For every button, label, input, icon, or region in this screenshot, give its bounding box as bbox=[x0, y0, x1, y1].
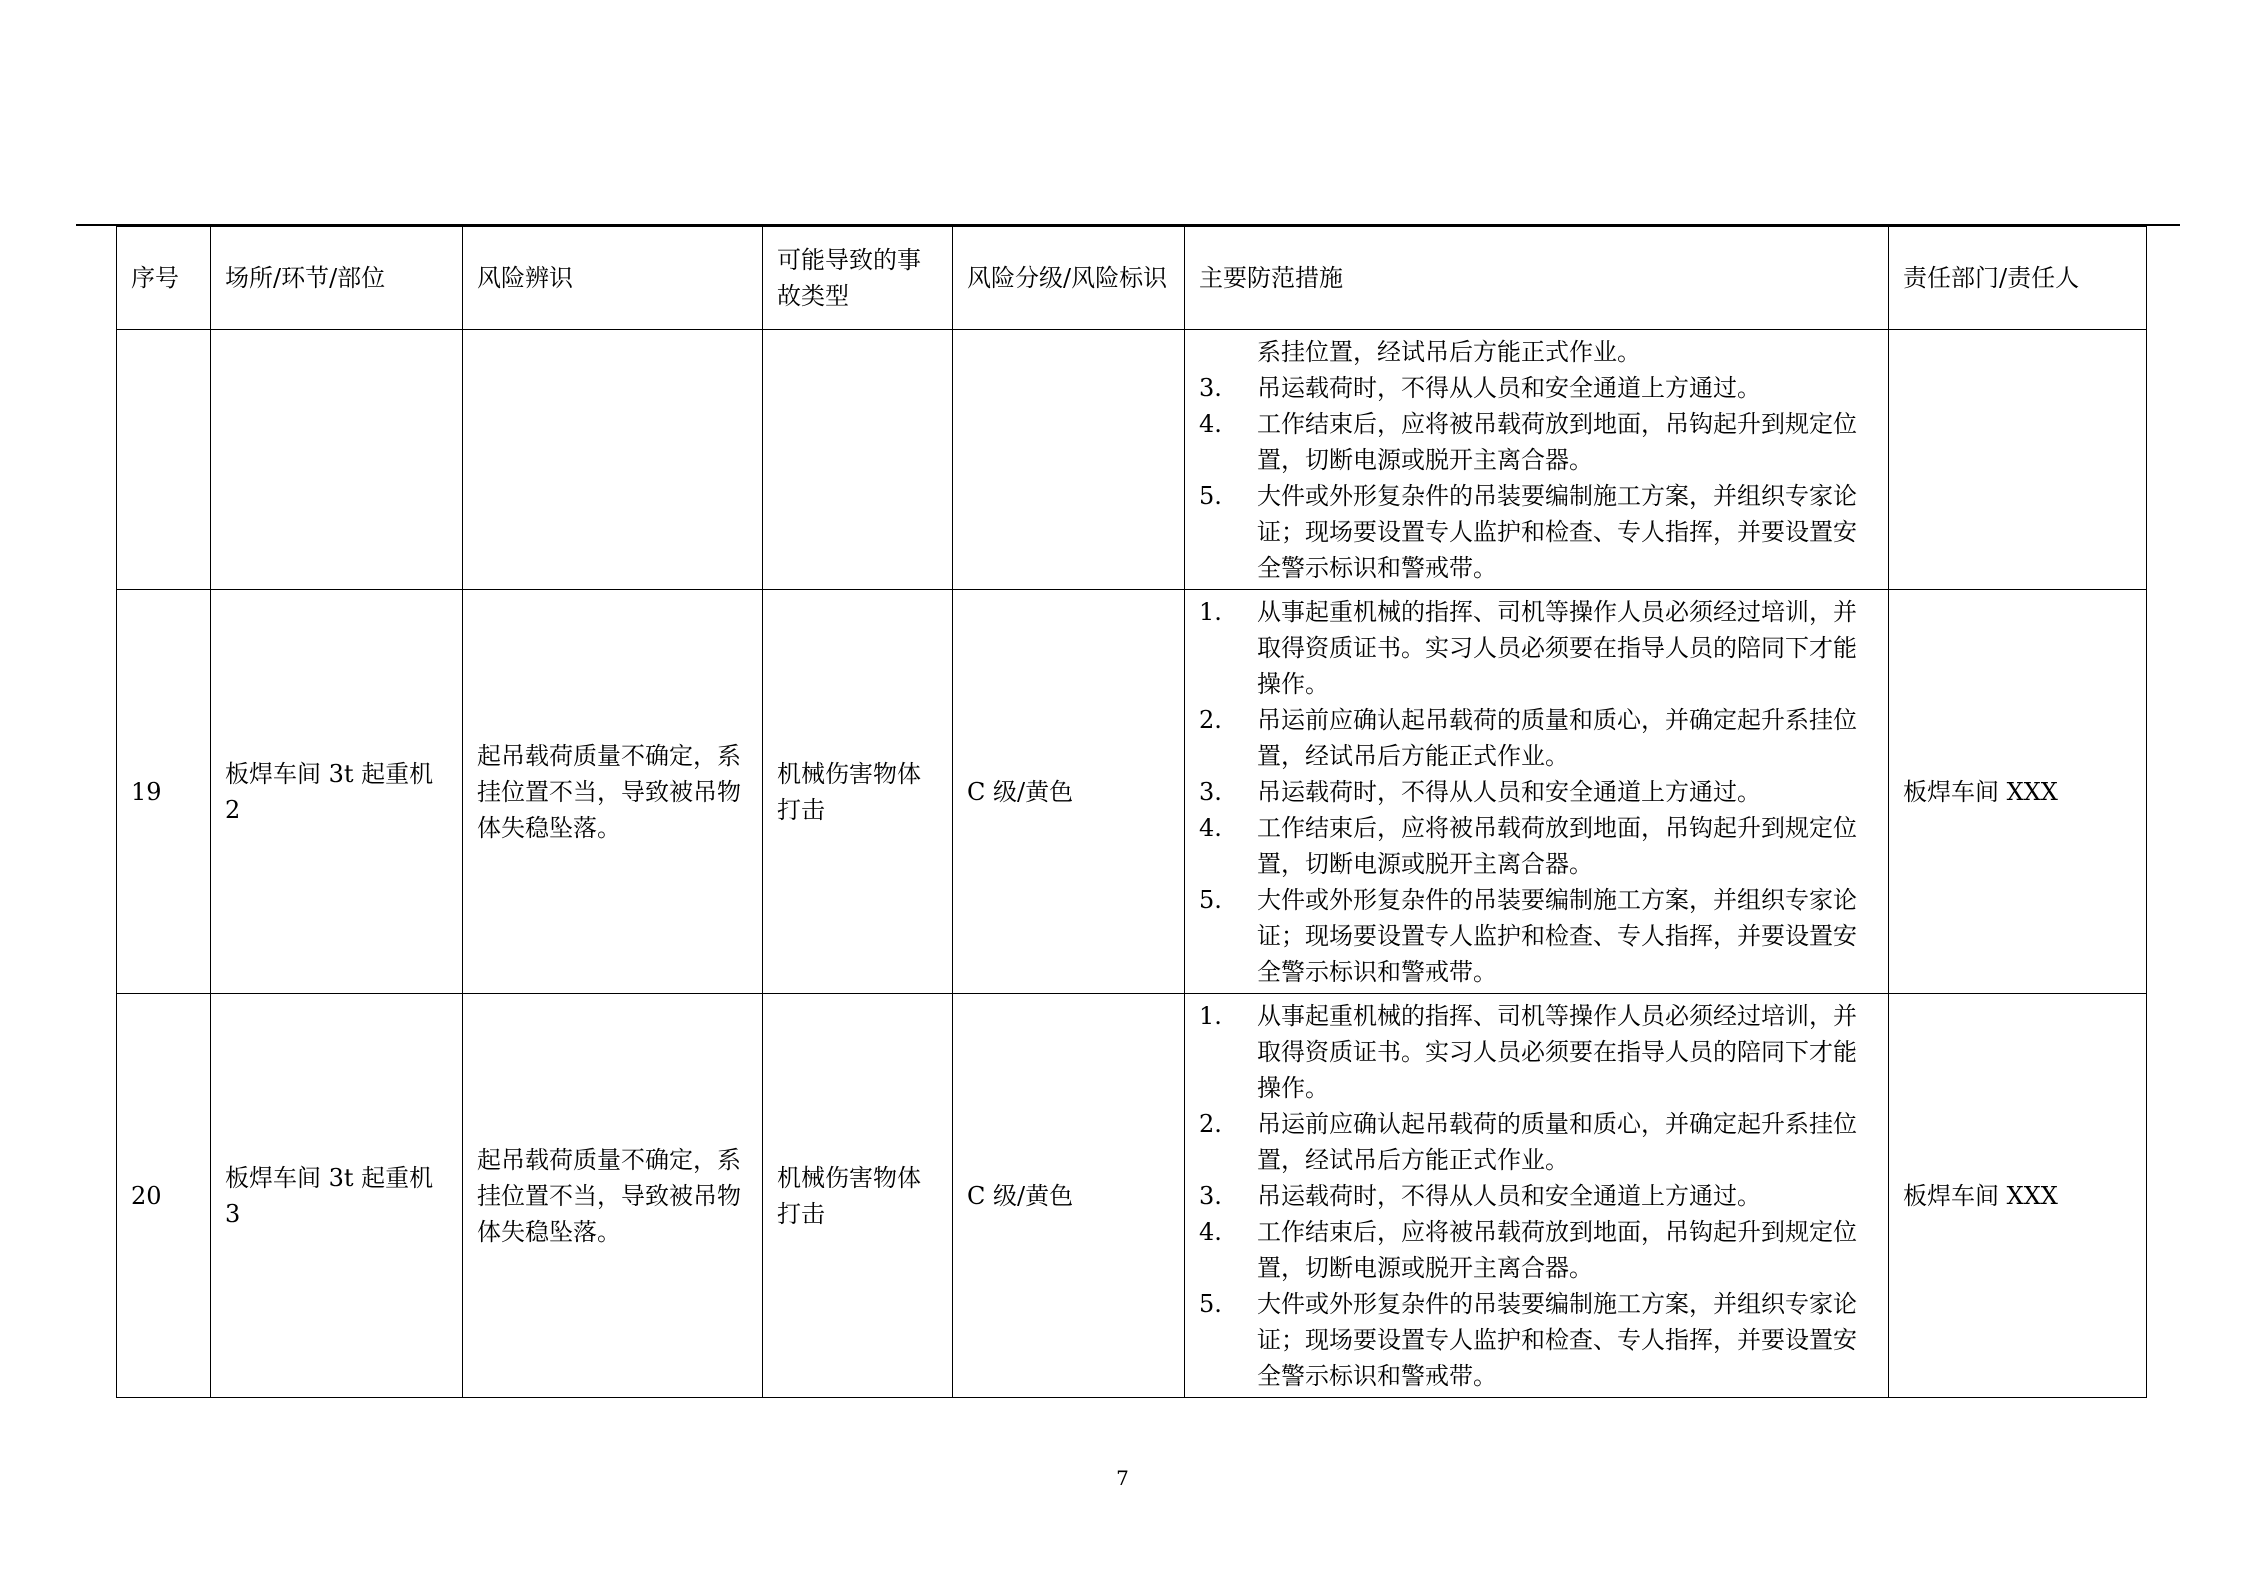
measure-item bbox=[1199, 774, 1874, 810]
measure-number: 3. bbox=[1199, 1181, 1222, 1210]
row-measures bbox=[1185, 590, 1889, 994]
measure-item bbox=[1199, 406, 1874, 478]
measure-number: 5. bbox=[1199, 885, 1222, 914]
header-level: 风险分级/风险标识 bbox=[953, 227, 1185, 330]
measure-text: 从事起重机械的指挥、司机等操作人员必须经过培训，并取得资质证书。实习人员必须要在指导人员的陪同下才能操作。 bbox=[1257, 597, 1857, 698]
measure-text: 大件或外形复杂件的吊装要编制施工方案，并组织专家论证；现场要设置专人监护和检查、专人指挥，并要设置安全警示标识和警戒带。 bbox=[1257, 481, 1857, 582]
measure-text: 吊运载荷时，不得从人员和安全通道上方通过。 bbox=[1257, 777, 1761, 806]
measure-text: 系挂位置，经试吊后方能正式作业。 bbox=[1257, 337, 1641, 366]
measure-number: 2. bbox=[1199, 1109, 1222, 1138]
header-place: 场所/环节/部位 bbox=[211, 227, 463, 330]
row-place bbox=[211, 330, 463, 590]
row-place: 板焊车间 3t 起重机 3 bbox=[211, 994, 463, 1398]
header-owner: 责任部门/责任人 bbox=[1889, 227, 2147, 330]
measure-number: 4. bbox=[1199, 1217, 1222, 1246]
row-owner bbox=[1889, 330, 2147, 590]
header-accident: 可能导致的事故类型 bbox=[763, 227, 953, 330]
table-row bbox=[117, 330, 2147, 590]
measure-number: 3. bbox=[1199, 373, 1222, 402]
header-risk: 风险辨识 bbox=[463, 227, 763, 330]
measure-text: 工作结束后，应将被吊载荷放到地面，吊钩起升到规定位置，切断电源或脱开主离合器。 bbox=[1257, 1217, 1857, 1282]
measure-text: 吊运前应确认起吊载荷的质量和质心，并确定起升系挂位置，经试吊后方能正式作业。 bbox=[1257, 1109, 1857, 1174]
row-no bbox=[117, 330, 211, 590]
measure-number bbox=[1199, 334, 1257, 370]
measure-text: 吊运载荷时，不得从人员和安全通道上方通过。 bbox=[1257, 1181, 1761, 1210]
table-row bbox=[117, 590, 2147, 994]
header-measures: 主要防范措施 bbox=[1185, 227, 1889, 330]
measure-item bbox=[1199, 478, 1874, 586]
row-measures bbox=[1185, 330, 1889, 590]
row-risk bbox=[463, 330, 763, 590]
row-no: 20 bbox=[117, 994, 211, 1398]
measure-item bbox=[1199, 1106, 1874, 1178]
measure-item bbox=[1199, 334, 1874, 370]
measure-text: 工作结束后，应将被吊载荷放到地面，吊钩起升到规定位置，切断电源或脱开主离合器。 bbox=[1257, 813, 1857, 878]
measure-number: 2. bbox=[1199, 705, 1222, 734]
measure-text: 工作结束后，应将被吊载荷放到地面，吊钩起升到规定位置，切断电源或脱开主离合器。 bbox=[1257, 409, 1857, 474]
measure-item bbox=[1199, 1286, 1874, 1394]
measure-number: 5. bbox=[1199, 1289, 1222, 1318]
measure-number: 5. bbox=[1199, 481, 1222, 510]
measure-text: 大件或外形复杂件的吊装要编制施工方案，并组织专家论证；现场要设置专人监护和检查、专人指挥，并要设置安全警示标识和警戒带。 bbox=[1257, 1289, 1857, 1390]
measure-item bbox=[1199, 370, 1874, 406]
measure-number: 4. bbox=[1199, 409, 1222, 438]
row-level bbox=[953, 330, 1185, 590]
measure-text: 大件或外形复杂件的吊装要编制施工方案，并组织专家论证；现场要设置专人监护和检查、专人指挥，并要设置安全警示标识和警戒带。 bbox=[1257, 885, 1857, 986]
measure-item bbox=[1199, 810, 1874, 882]
row-measures bbox=[1185, 994, 1889, 1398]
header-row bbox=[117, 227, 2147, 330]
row-owner: 板焊车间 XXX bbox=[1889, 590, 2147, 994]
measure-item bbox=[1199, 702, 1874, 774]
measure-text: 吊运前应确认起吊载荷的质量和质心，并确定起升系挂位置，经试吊后方能正式作业。 bbox=[1257, 705, 1857, 770]
row-owner: 板焊车间 XXX bbox=[1889, 994, 2147, 1398]
risk-table bbox=[116, 226, 2147, 1398]
measure-item bbox=[1199, 998, 1874, 1106]
measure-number: 1. bbox=[1199, 597, 1222, 626]
header-no: 序号 bbox=[117, 227, 211, 330]
row-accident: 机械伤害物体打击 bbox=[763, 994, 953, 1398]
measure-item bbox=[1199, 882, 1874, 990]
row-accident bbox=[763, 330, 953, 590]
measure-number: 3. bbox=[1199, 777, 1222, 806]
row-level: C 级/黄色 bbox=[953, 994, 1185, 1398]
row-no: 19 bbox=[117, 590, 211, 994]
measure-item bbox=[1199, 594, 1874, 702]
table-row bbox=[117, 994, 2147, 1398]
page-number: 7 bbox=[1116, 1466, 1129, 1490]
measure-item bbox=[1199, 1214, 1874, 1286]
measure-text: 吊运载荷时，不得从人员和安全通道上方通过。 bbox=[1257, 373, 1761, 402]
measure-number: 4. bbox=[1199, 813, 1222, 842]
measure-number: 1. bbox=[1199, 1001, 1222, 1030]
row-risk: 起吊载荷质量不确定，系挂位置不当，导致被吊物体失稳坠落。 bbox=[463, 994, 763, 1398]
row-place: 板焊车间 3t 起重机 2 bbox=[211, 590, 463, 994]
row-level: C 级/黄色 bbox=[953, 590, 1185, 994]
measure-item bbox=[1199, 1178, 1874, 1214]
row-accident: 机械伤害物体打击 bbox=[763, 590, 953, 994]
row-risk: 起吊载荷质量不确定，系挂位置不当，导致被吊物体失稳坠落。 bbox=[463, 590, 763, 994]
measure-text: 从事起重机械的指挥、司机等操作人员必须经过培训，并取得资质证书。实习人员必须要在指导人员的陪同下才能操作。 bbox=[1257, 1001, 1857, 1102]
